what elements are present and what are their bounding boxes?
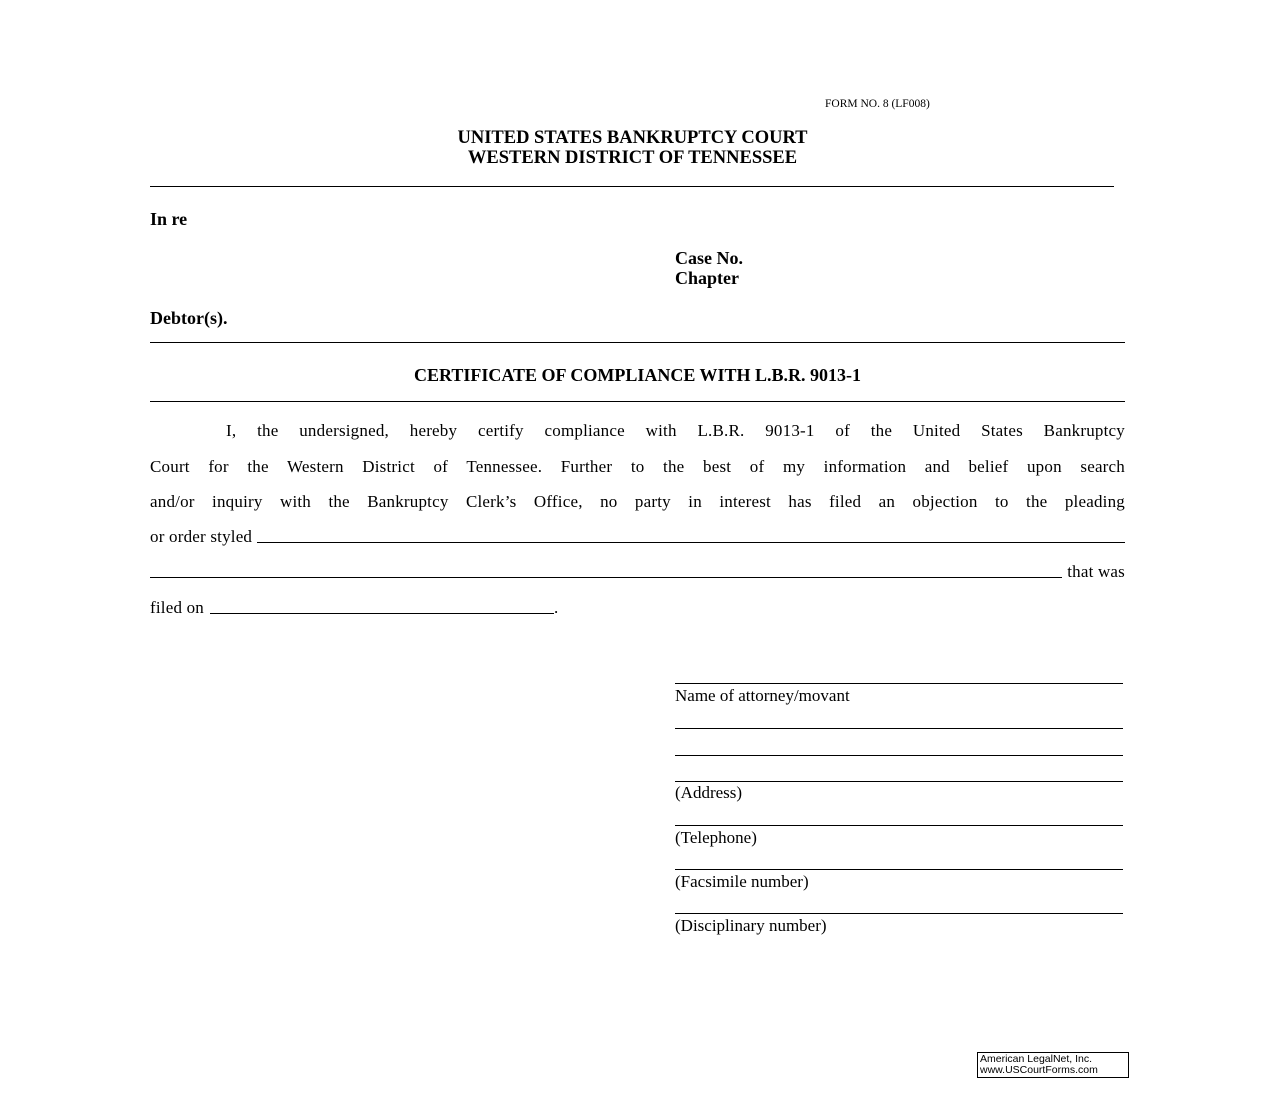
- address-field-line3[interactable]: [675, 781, 1123, 782]
- case-no-label: Case No.: [675, 248, 743, 268]
- address-label: (Address): [675, 783, 743, 802]
- pleading-title-field-continued[interactable]: [150, 563, 1062, 578]
- body-line: [150, 562, 1125, 582]
- filed-date-field[interactable]: [210, 599, 554, 614]
- filed-on-label: filed on: [150, 598, 205, 617]
- body-line: Court for the Western District of Tennessee. Further to the best of my information and belief upon search: [150, 457, 1125, 476]
- divider: [150, 186, 1114, 187]
- disciplinary-field[interactable]: [675, 913, 1123, 914]
- disciplinary-label: (Disciplinary number): [675, 916, 827, 935]
- pleading-title-field[interactable]: [257, 528, 1125, 543]
- chapter-label: Chapter: [675, 268, 739, 288]
- styled-label: or order styled: [150, 527, 253, 546]
- period: .: [554, 598, 559, 617]
- telephone-field[interactable]: [675, 825, 1123, 826]
- address-field-line1[interactable]: [675, 728, 1123, 729]
- that-was-label: that was: [1067, 562, 1125, 581]
- document-title: CERTIFICATE OF COMPLIANCE WITH L.B.R. 9013-1: [413, 365, 862, 385]
- body-line: [150, 527, 1125, 547]
- debtors-label: Debtor(s).: [150, 308, 228, 328]
- form-number: FORM NO. 8 (LF008): [825, 98, 930, 110]
- body-line: I, the undersigned, hereby certify compliance with L.B.R. 9013-1 of the United States Bankruptcy: [226, 421, 1125, 440]
- address-field-line2[interactable]: [675, 755, 1123, 756]
- body-line: [150, 598, 558, 618]
- court-name: UNITED STATES BANKRUPTCY COURT: [457, 128, 808, 148]
- fax-label: (Facsimile number): [675, 872, 809, 891]
- attorney-name-field[interactable]: [675, 683, 1123, 684]
- publisher-url: www.USCourtForms.com: [980, 1064, 1098, 1076]
- publisher-name: American LegalNet, Inc.: [980, 1053, 1093, 1065]
- body-line: and/or inquiry with the Bankruptcy Clerk’s Office, no party in interest has filed an objection to the pleading: [150, 492, 1125, 511]
- attorney-name-label: Name of attorney/movant: [675, 686, 850, 705]
- in-re-label: In re: [150, 209, 188, 229]
- divider: [150, 401, 1125, 402]
- court-district: WESTERN DISTRICT OF TENNESSEE: [467, 148, 798, 168]
- court-header: [0, 128, 1275, 168]
- publisher-credit: [977, 1052, 1129, 1078]
- fax-field[interactable]: [675, 869, 1123, 870]
- divider: [150, 342, 1125, 343]
- telephone-label: (Telephone): [675, 828, 757, 847]
